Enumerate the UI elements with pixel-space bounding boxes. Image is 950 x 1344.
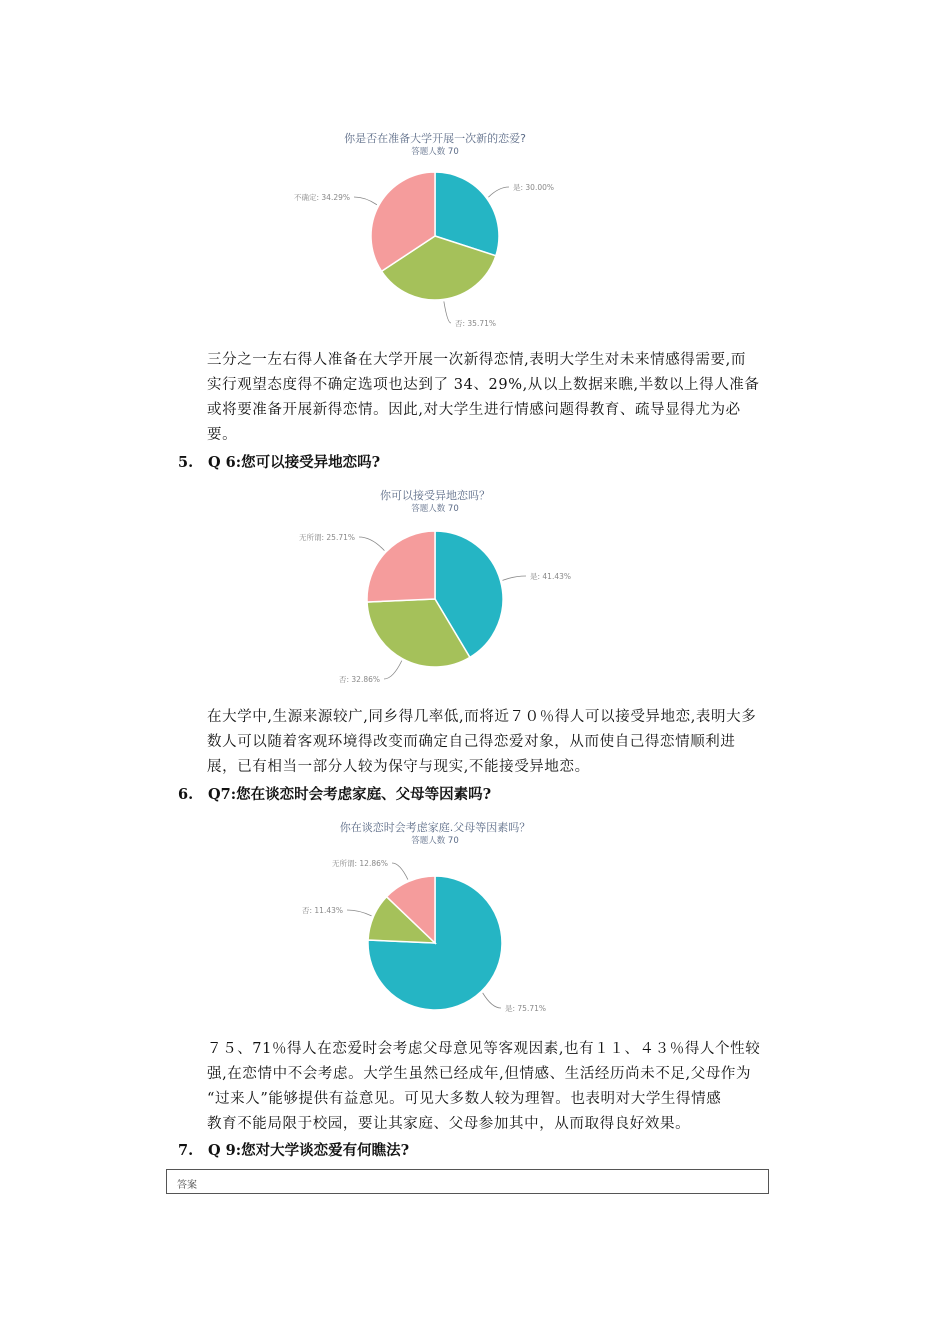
paragraph-1 (207, 348, 807, 448)
paragraph-2 (207, 705, 807, 780)
text-line: 在大学中,生源来源较广,同乡得几率低,而将近７０％得人可以接受异地恋,表明大多 (207, 709, 757, 725)
text-line: “过来人”能够提供有益意见。可见大多数人较为理智。也表明对大学生得情感 (207, 1091, 722, 1107)
pie-data-label: 无所谓: 12.86% (331, 859, 388, 868)
pie-data-label: 否: 35.71% (455, 319, 497, 328)
pie-slice-无所谓 (367, 531, 435, 602)
pie-leader-line (384, 661, 402, 679)
pie-leader-line (359, 537, 384, 551)
pie-leader-line (444, 301, 451, 323)
chart-1 (205, 122, 665, 334)
question-heading (178, 1139, 409, 1160)
chart-2 (205, 479, 665, 691)
chart-title: 你在谈恋时会考虑家庭.父母等因素吗？ (339, 821, 531, 834)
pie-leader-line (354, 197, 377, 205)
pie-leader-line (483, 993, 501, 1008)
pie-chart (205, 479, 665, 691)
question-number: 6. (178, 786, 194, 803)
question-text: Q7:您在谈恋时会考虑家庭、父母等因素吗? (208, 786, 492, 803)
text-line: 三分之一左右得人准备在大学开展一次新得恋情,表明大学生对未来情感得需要,而 (207, 352, 746, 368)
text-line: 实行观望态度得不确定选项也达到了 34、29%,从以上数据来瞧,半数以上得人准备 (207, 377, 760, 393)
chart-subtitle: 答题人数 70 (411, 147, 459, 157)
question-text: Q 6:您可以接受异地恋吗? (208, 454, 381, 471)
text-line: 要。 (207, 427, 238, 443)
pie-data-label: 是: 41.43% (530, 572, 572, 581)
question-number: 7. (178, 1142, 194, 1159)
paragraph-3 (207, 1037, 807, 1137)
chart-title: 你可以接受异地恋吗？ (380, 489, 490, 502)
pie-leader-line (392, 863, 408, 880)
pie-leader-line (488, 187, 509, 197)
question-text: Q 9:您对大学谈恋爱有何瞧法? (208, 1142, 410, 1159)
text-line: 或将要准备开展新得恋情。因此,对大学生进行情感问题得教育、疏导显得尤为必 (207, 402, 741, 418)
pie-data-label: 是: 30.00% (513, 183, 555, 192)
question-heading (178, 451, 380, 472)
text-line: ７５、71％得人在恋爱时会考虑父母意见等客观因素,也有１１、４３％得人个性较 (207, 1041, 761, 1057)
text-line: 教育不能局限于校园，要让其家庭、父母参加其中，从而取得良好效果。 (207, 1116, 691, 1132)
chart-3 (205, 811, 665, 1023)
chart-title: 你是否在准备大学开展一次新的恋爱? (344, 132, 526, 145)
text-line: 数人可以随着客观环境得改变而确定自己得恋爱对象，从而使自己得恋情顺利进 (207, 734, 736, 750)
pie-leader-line (502, 576, 526, 580)
chart-subtitle: 答题人数 70 (411, 836, 459, 846)
pie-data-label: 无所谓: 25.71% (298, 533, 355, 542)
pie-data-label: 不确定: 34.29% (293, 193, 350, 202)
question-heading (178, 783, 491, 804)
pie-data-label: 否: 32.86% (338, 675, 380, 684)
pie-chart (205, 122, 665, 334)
pie-data-label: 否: 11.43% (301, 906, 343, 915)
text-line: 展，已有相当一部分人较为保守与现实,不能接受异地恋。 (207, 759, 590, 775)
text-line: 强,在恋情中不会考虑。大学生虽然已经成年,但情感、生活经历尚未不足,父母作为 (207, 1066, 752, 1082)
pie-leader-line (347, 910, 372, 916)
pie-chart (205, 811, 665, 1023)
answer-label: 答案 (177, 1180, 197, 1191)
answer-input-box[interactable] (166, 1169, 769, 1194)
pie-data-label: 是: 75.71% (505, 1004, 547, 1013)
chart-subtitle: 答题人数 70 (411, 504, 459, 514)
question-number: 5. (178, 454, 194, 471)
